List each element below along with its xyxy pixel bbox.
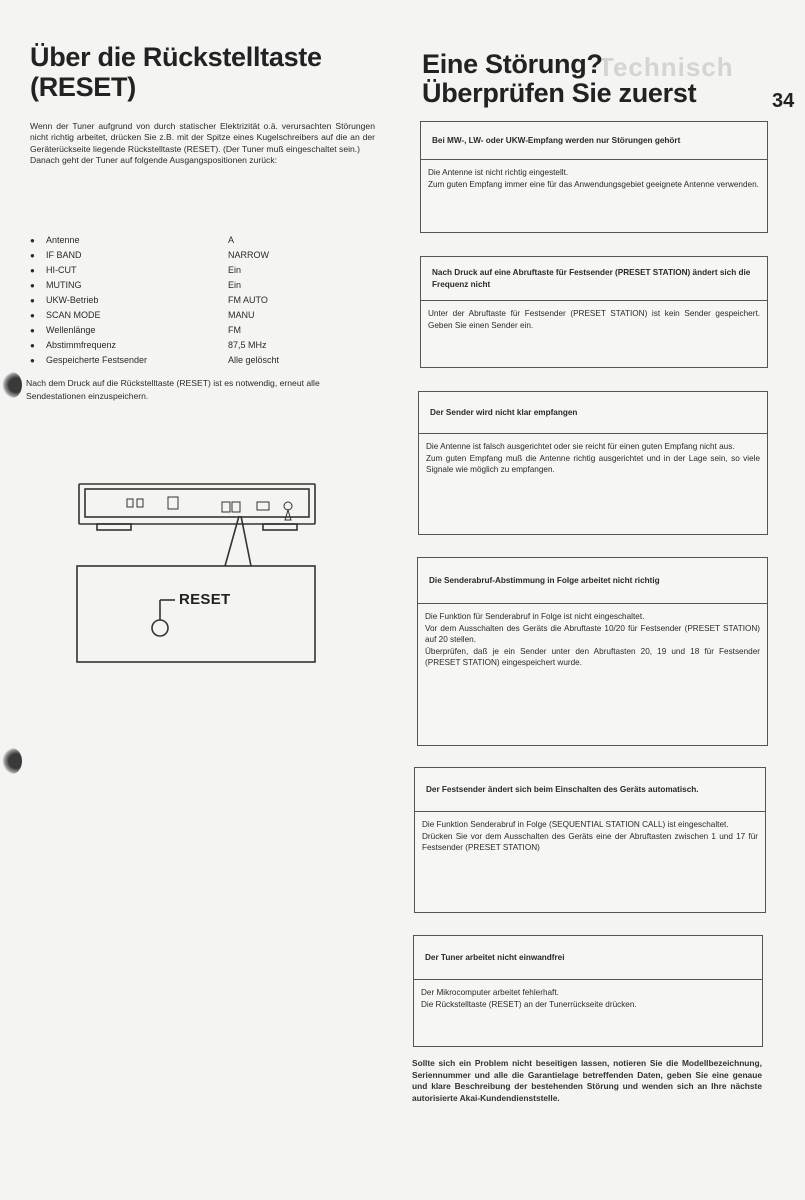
reset-note: Nach dem Druck auf die Rückstelltaste (RESET) ist es notwendig, erneut alle Sendestationen einzuspeichern. xyxy=(26,378,320,401)
list-item: ● Antenne A xyxy=(30,235,235,245)
list-item: ● HI-CUT Ein xyxy=(30,265,242,275)
list-item: ● Wellenlänge FM xyxy=(30,325,241,335)
punch-hole-icon xyxy=(2,748,22,774)
list-item: ● SCAN MODE MANU xyxy=(30,310,255,320)
reset-label: RESET xyxy=(179,591,231,608)
punch-hole-icon xyxy=(2,372,22,398)
reset-intro-text: Wenn der Tuner aufgrund von durch statischer Elektrizität o.ä. verursachten Störungen nicht richtig arbeitet, drücken Sie z.B. mit der Spitze eines Kugelschreibers auf die an der Geräterückseite liegende Rückstelltaste (RESET). (Der Tuner muß eingeschaltet sein.) Danach geht der Tuner auf folgende Ausgangspositionen zurück: xyxy=(30,121,375,166)
troubleshooting-heading: Eine Störung? Überprüfen Sie zuerst xyxy=(422,49,697,108)
default-settings-list xyxy=(30,233,350,368)
list-item: ● Abstimmfrequenz 87,5 MHz xyxy=(30,340,267,350)
list-item: ● MUTING Ein xyxy=(30,280,242,290)
trouble-box xyxy=(420,121,768,233)
trouble-box-title: Nach Druck auf eine Abruftaste für Festsender (PRESET STATION) ändert sich die Frequenz nicht xyxy=(421,257,767,301)
tuner-rear-illustration xyxy=(75,480,405,680)
trouble-box-title: Der Sender wird nicht klar empfangen xyxy=(419,392,767,434)
bleed-through-text: Technisch xyxy=(598,52,734,82)
trouble-box-body: Die Funktion Senderabruf in Folge (SEQUENTIAL STATION CALL) ist eingeschaltet. Drücken Sie vor dem Ausschalten des Geräts eine der Abruftasten zwischen 1 und 17 für Festsender (PRESET STATION) xyxy=(422,820,758,853)
trouble-box-body: Die Funktion für Senderabruf in Folge ist nicht eingeschaltet. Vor dem Ausschalten des Geräts die Abruftaste 10/20 für Festsender (PRESET STATION) auf 20 stellen. Überprüfen, daß je ein Sender unter den Abruftasten 20, 19 und 18 für Festsender (PRESET STATION) eingespeichert wurde. xyxy=(425,612,760,668)
trouble-box xyxy=(418,391,768,535)
closing-paragraph: Sollte sich ein Problem nicht beseitigen lassen, notieren Sie die Modellbezeichnung, Seriennummer und alle die Garantielage betreffenden Daten, geben Sie eine genaue und klare Beschreibung der bestehenden Störung und wenden sich an Ihre nächste autorisierte Akai-Kundendienststelle. xyxy=(412,1058,762,1103)
trouble-box-title: Der Festsender ändert sich beim Einschalten des Geräts automatisch. xyxy=(415,768,765,812)
trouble-box-title: Bei MW-, LW- oder UKW-Empfang werden nur Störungen gehört xyxy=(421,122,767,160)
page-number: 34 xyxy=(772,90,795,112)
trouble-box xyxy=(413,935,763,1047)
trouble-box-body: Unter der Abruftaste für Festsender (PRESET STATION) ist kein Sender gespeichert. Geben Sie einen Sender ein. xyxy=(428,309,760,330)
tuner-drawing-icon xyxy=(75,480,405,680)
trouble-box-title: Die Senderabruf-Abstimmung in Folge arbeitet nicht richtig xyxy=(418,558,767,604)
trouble-box xyxy=(414,767,766,913)
trouble-box-body: Der Mikrocomputer arbeitet fehlerhaft. Die Rückstelltaste (RESET) an der Tunerrückseite drücken. xyxy=(421,988,637,1009)
trouble-box xyxy=(420,256,768,368)
trouble-box-title: Der Tuner arbeitet nicht einwandfrei xyxy=(414,936,762,980)
list-item: ● Gespeicherte Festsender Alle gelöscht xyxy=(30,355,280,365)
list-item: ● IF BAND NARROW xyxy=(30,250,269,260)
trouble-box-body: Die Antenne ist falsch ausgerichtet oder sie reicht für einen guten Empfang nicht aus. Zum guten Empfang muß die Antenne richtig ausgerichtet und in der Lage sein, so viele Signale wie möglich zu empfangen. xyxy=(426,442,760,475)
list-item: ● UKW-Betrieb FM AUTO xyxy=(30,295,268,305)
reset-section-heading: Über die Rückstelltaste (RESET) xyxy=(30,42,322,102)
trouble-box-body: Die Antenne ist nicht richtig eingestellt. Zum guten Empfang immer eine für das Anwendungsgebiet geeignete Antenne verwenden. xyxy=(428,168,759,189)
trouble-box xyxy=(417,557,768,746)
